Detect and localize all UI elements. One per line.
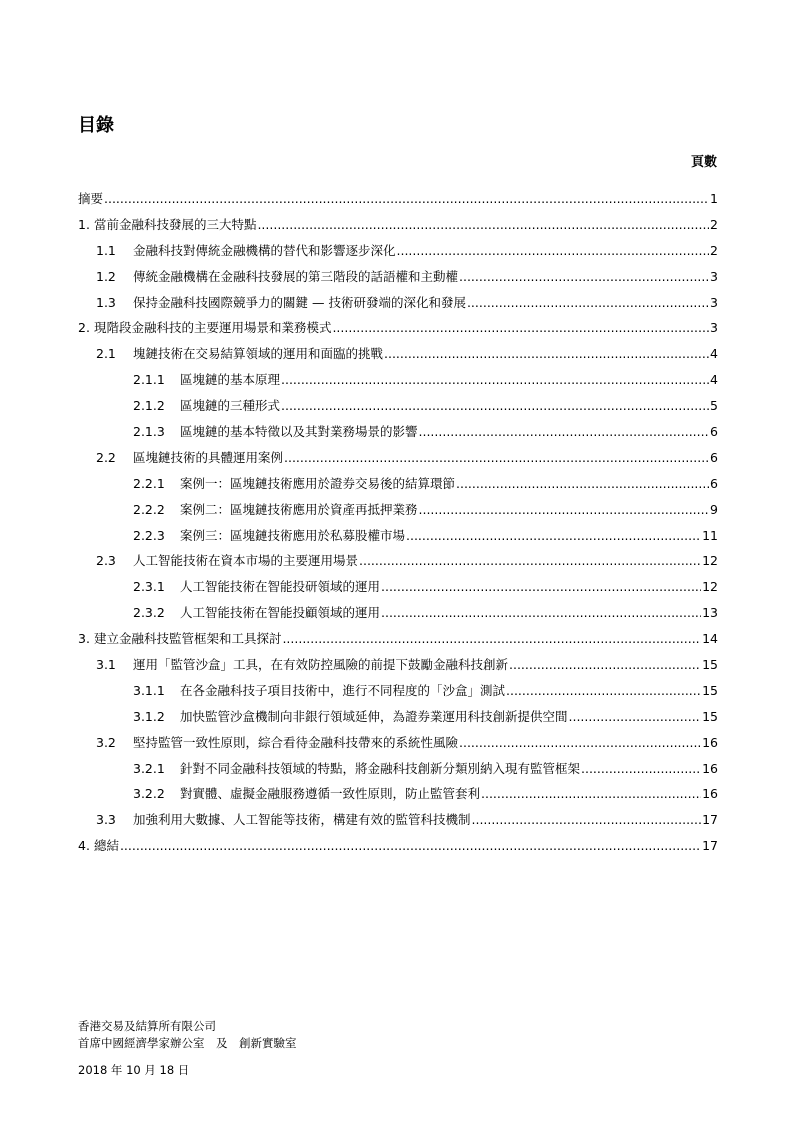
toc-entry[interactable] (78, 807, 718, 833)
toc-entry-number: 3. (78, 631, 90, 647)
toc-entry[interactable] (78, 238, 718, 264)
dot-leader (419, 419, 710, 445)
dot-leader (456, 471, 709, 497)
dot-leader (419, 497, 710, 523)
toc-entry[interactable] (78, 652, 718, 678)
toc-entry-page: 4 (710, 346, 718, 362)
toc-entry[interactable] (78, 833, 718, 859)
dot-leader (581, 756, 701, 782)
toc-entry-number: 2.1.2 (133, 398, 165, 414)
toc-entry-title: 當前金融科技發展的三大特點 (93, 216, 257, 232)
toc-entry-title: 總結 (93, 838, 119, 854)
toc-entry-number: 2.2.3 (133, 527, 165, 543)
toc-entry-title: 運用「監管沙盒」工具，在有效防控風險的前提下鼓勵金融科技創新 (133, 657, 509, 673)
dot-leader (381, 600, 701, 626)
dot-leader (284, 445, 709, 471)
toc-entry-title: 傳統金融機構在金融科技發展的第三階段的話語權和主動權 (133, 268, 459, 284)
toc-entry-number: 3.2.1 (133, 760, 165, 776)
dot-leader (281, 367, 709, 393)
toc-entry[interactable] (78, 730, 718, 756)
dot-leader (384, 341, 709, 367)
toc-entry-title: 在各金融科技子項目技術中，進行不同程度的「沙盒」測試 (180, 682, 506, 698)
toc-entry-title: 現階段金融科技的主要運用場景和業務模式 (93, 320, 332, 336)
toc-entry[interactable] (78, 678, 718, 704)
toc-entry-number: 2.1.3 (133, 424, 165, 440)
toc-entry-number: 2.3 (96, 553, 116, 569)
toc-entry-title: 針對不同金融科技領域的特點，將金融科技創新分類別納入現有監管框架 (180, 760, 581, 776)
toc-entry-number: 2. (78, 320, 90, 336)
toc-entry-number: 2.2.2 (133, 501, 165, 517)
dot-leader (120, 833, 701, 859)
footer-department: 首席中國經濟學家辦公室 及 創新實驗室 (78, 1036, 297, 1050)
toc-entry[interactable] (78, 704, 718, 730)
toc-entry-title: 保持金融科技國際競爭力的關鍵 — 技術研發端的深化和發展 (133, 294, 466, 310)
toc-entry-page: 12 (702, 553, 718, 569)
toc-entry-number: 1.2 (96, 268, 116, 284)
dot-leader (104, 186, 709, 212)
toc-entry-title: 區塊鏈的基本原理 (180, 372, 281, 388)
toc-entry-title: 堅持監管一致性原則，綜合看待金融科技帶來的系統性風險 (133, 734, 459, 750)
toc-entry-number: 1.3 (96, 294, 116, 310)
toc-entry-title: 人工智能技術在智能投顧領域的運用 (180, 605, 381, 621)
toc-entry-title: 人工智能技術在資本市場的主要運用場景 (133, 553, 359, 569)
toc-entry-number: 3.1 (96, 657, 116, 673)
dot-leader (459, 730, 701, 756)
footer (78, 1018, 297, 1079)
toc-entry-title: 摘要 (78, 191, 104, 206)
table-of-contents (78, 186, 718, 859)
toc-entry[interactable] (78, 393, 718, 419)
toc-entry-title: 金融科技對傳統金融機構的替代和影響逐步深化 (133, 242, 396, 258)
page-column-header: 頁數 (690, 155, 717, 170)
toc-entry-title: 案例三：區塊鏈技術應用於私募股權市場 (180, 527, 406, 543)
toc-entry-page: 2 (710, 242, 718, 258)
toc-entry-number: 2.3.2 (133, 605, 165, 621)
toc-entry-page: 5 (710, 398, 718, 414)
toc-entry-page: 16 (702, 786, 718, 802)
dot-leader (281, 393, 709, 419)
toc-entry-number: 3.3 (96, 812, 116, 828)
toc-entry-title: 區塊鏈技術的具體運用案例 (133, 449, 284, 465)
toc-entry[interactable] (78, 341, 718, 367)
dot-leader (282, 626, 701, 652)
toc-entry[interactable] (78, 781, 718, 807)
toc-entry[interactable] (78, 264, 718, 290)
toc-entry-page: 15 (702, 708, 718, 724)
toc-entry-title: 人工智能技術在智能投研領域的運用 (180, 579, 381, 595)
toc-entry-title: 加快監管沙盒機制向非銀行領域延伸，為證券業運用科技創新提供空間 (180, 708, 568, 724)
toc-entry[interactable] (78, 290, 718, 316)
toc-entry-number: 3.2.2 (133, 786, 165, 802)
toc-entry-page: 3 (710, 320, 718, 336)
dot-leader (472, 807, 702, 833)
dot-leader (569, 704, 702, 730)
toc-entry-page: 2 (710, 216, 718, 232)
toc-entry[interactable] (78, 497, 718, 523)
toc-entry[interactable] (78, 756, 718, 782)
toc-entry-title: 建立金融科技監管框架和工具探討 (93, 631, 282, 647)
toc-entry[interactable] (78, 548, 718, 574)
toc-entry[interactable] (78, 315, 718, 341)
dot-leader (506, 678, 701, 704)
dot-leader (481, 781, 701, 807)
footer-organization: 香港交易及結算所有限公司 (78, 1019, 216, 1033)
toc-entry[interactable] (78, 367, 718, 393)
dot-leader (359, 548, 701, 574)
toc-entry-page: 16 (702, 760, 718, 776)
toc-entry-number: 4. (78, 838, 90, 854)
toc-entry[interactable] (78, 626, 718, 652)
toc-entry-number: 3.1.2 (133, 708, 165, 724)
toc-entry-number: 3.1.1 (133, 682, 165, 698)
toc-entry-title: 區塊鏈的三種形式 (180, 398, 281, 414)
dot-leader (381, 574, 701, 600)
toc-entry[interactable] (78, 186, 718, 212)
dot-leader (467, 290, 709, 316)
toc-entry-title: 加強利用大數據、人工智能等技術，構建有效的監管科技機制 (133, 812, 471, 828)
toc-entry[interactable] (78, 419, 718, 445)
toc-entry-number: 2.3.1 (133, 579, 165, 595)
toc-entry-page: 9 (710, 501, 718, 517)
toc-entry-page: 16 (702, 734, 718, 750)
toc-entry-page: 13 (702, 605, 718, 621)
toc-entry-number: 2.2.1 (133, 475, 165, 491)
toc-entry-page: 6 (710, 449, 718, 465)
toc-entry-number: 3.2 (96, 734, 116, 750)
toc-entry-page: 15 (702, 657, 718, 673)
toc-entry-title: 案例二：區塊鏈技術應用於資產再抵押業務 (180, 501, 418, 517)
toc-entry-title: 塊鏈技術在交易結算領域的運用和面臨的挑戰 (133, 346, 384, 362)
toc-entry-title: 區塊鏈的基本特徵以及其對業務場景的影響 (180, 424, 418, 440)
toc-entry-number: 1. (78, 216, 90, 232)
toc-entry-page: 6 (710, 475, 718, 491)
toc-entry-page: 17 (702, 812, 718, 828)
toc-entry-page: 12 (702, 579, 718, 595)
toc-title: 目錄 (78, 115, 114, 136)
toc-entry-title: 案例一：區塊鏈技術應用於證券交易後的結算環節 (180, 475, 456, 491)
toc-entry-title: 對實體、虛擬金融服務遵循一致性原則，防止監管套利 (180, 786, 481, 802)
toc-entry-page: 11 (702, 527, 718, 543)
dot-leader (257, 212, 709, 238)
dot-leader (459, 264, 709, 290)
dot-leader (406, 523, 701, 549)
toc-entry-page: 4 (710, 372, 718, 388)
toc-entry-page: 3 (710, 268, 718, 284)
toc-entry-number: 1.1 (96, 242, 116, 258)
dot-leader (509, 652, 701, 678)
toc-entry-page: 17 (702, 838, 718, 854)
dot-leader (332, 315, 709, 341)
dot-leader (397, 238, 710, 264)
toc-entry[interactable] (78, 212, 718, 238)
toc-entry-number: 2.1 (96, 346, 116, 362)
toc-entry[interactable] (78, 523, 718, 549)
toc-entry[interactable] (78, 600, 718, 626)
toc-entry[interactable] (78, 471, 718, 497)
toc-entry[interactable] (78, 574, 718, 600)
toc-entry-page: 3 (710, 294, 718, 310)
toc-entry-page: 6 (710, 424, 718, 440)
toc-entry[interactable] (78, 445, 718, 471)
toc-entry-number: 2.2 (96, 449, 116, 465)
toc-entry-page: 14 (702, 631, 718, 647)
footer-date: 2018 年 10 月 18 日 (78, 1063, 190, 1077)
toc-entry-page: 15 (702, 682, 718, 698)
toc-entry-page: 1 (710, 191, 718, 206)
toc-entry-number: 2.1.1 (133, 372, 165, 388)
